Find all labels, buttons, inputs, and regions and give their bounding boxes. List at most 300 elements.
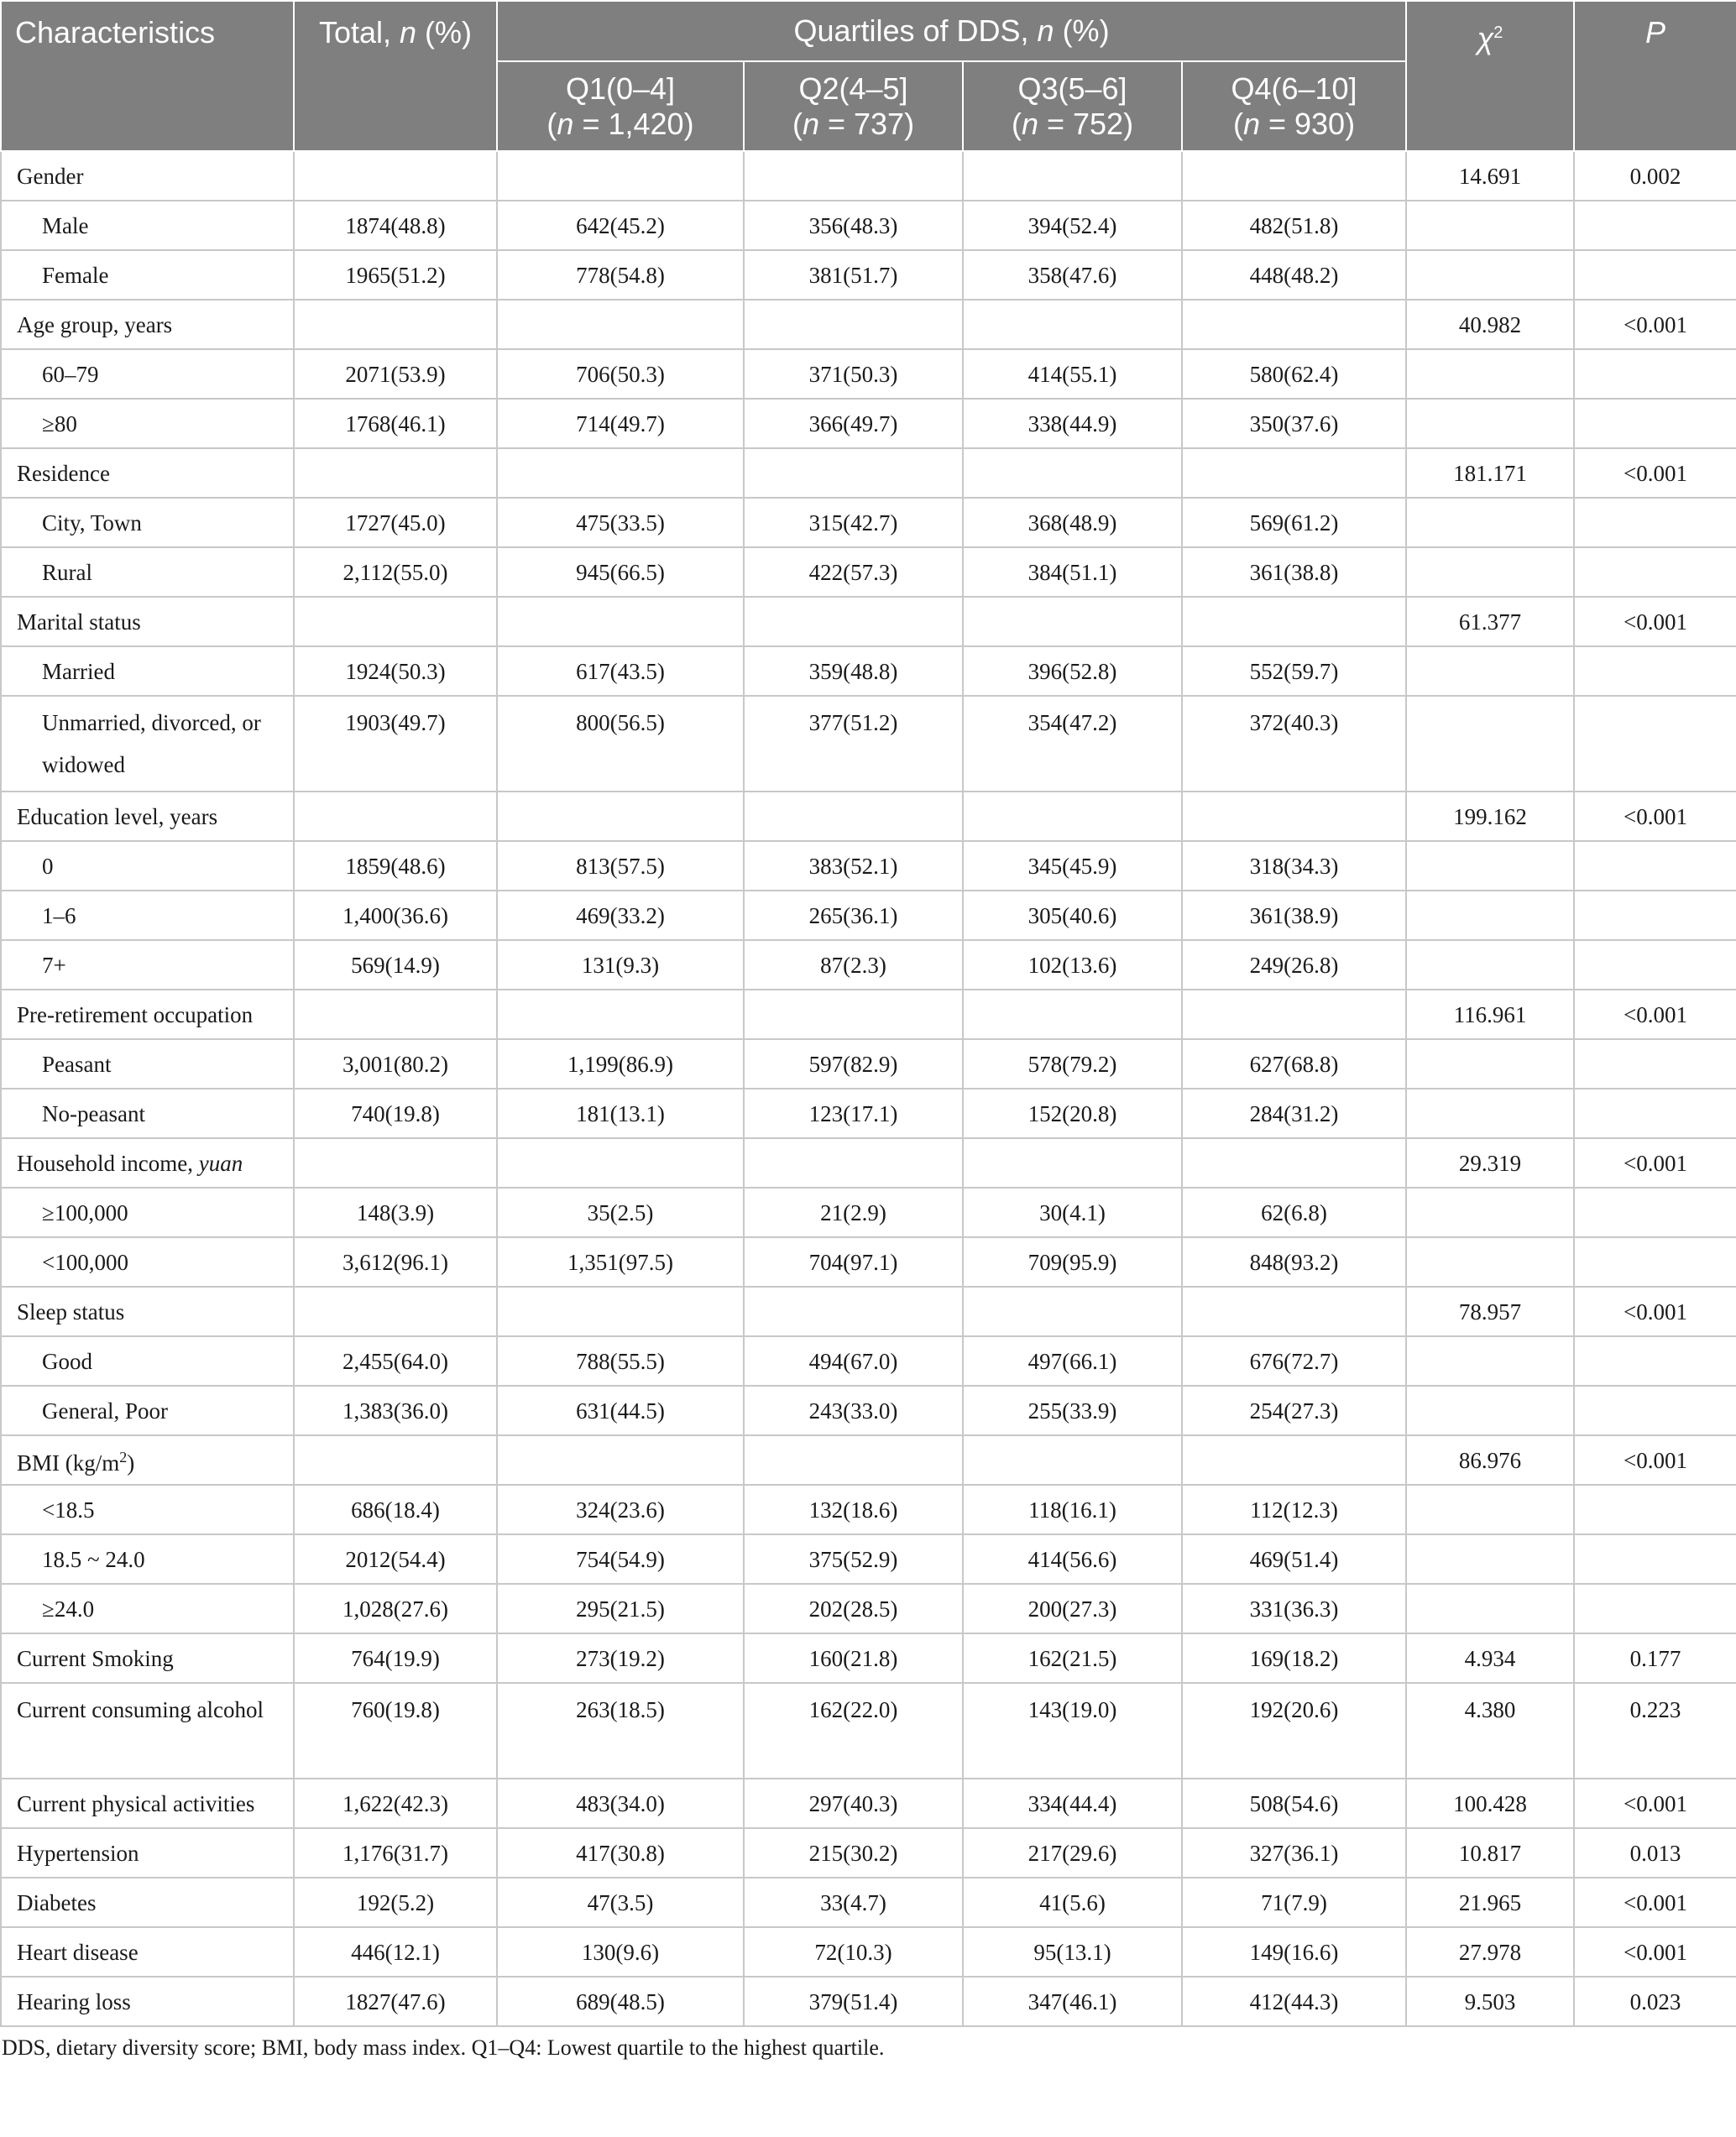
cell-chi: [1406, 940, 1574, 990]
table-row: [1, 151, 1736, 201]
cell-p: 0.023: [1574, 1977, 1736, 2026]
cell-chi: [1406, 1534, 1574, 1584]
cell-q4: [1182, 792, 1406, 841]
cell-q2: 160(21.8): [744, 1633, 963, 1683]
row-label: Peasant: [1, 1039, 294, 1089]
cell-q1: 1,351(97.5): [497, 1237, 744, 1287]
cell-q2: 375(52.9): [744, 1534, 963, 1584]
row-label: Age group, years: [1, 300, 294, 349]
cell-q4: 318(34.3): [1182, 841, 1406, 891]
table-row: [1, 990, 1736, 1039]
row-label: Married: [1, 646, 294, 696]
cell-q4: 569(61.2): [1182, 498, 1406, 547]
cell-p: 0.013: [1574, 1828, 1736, 1878]
cell-q3: 358(47.6): [963, 250, 1182, 300]
cell-q1: 800(56.5): [497, 696, 744, 792]
header-q1: Q1(0–4] (n = 1,420): [497, 61, 744, 151]
cell-total: 1768(46.1): [294, 399, 497, 448]
cell-q2: 297(40.3): [744, 1779, 963, 1828]
cell-q3: [963, 597, 1182, 646]
cell-chi: [1406, 1237, 1574, 1287]
cell-q3: [963, 448, 1182, 498]
cell-q2: [744, 1138, 963, 1188]
cell-p: 0.177: [1574, 1633, 1736, 1683]
cell-q4: 331(36.3): [1182, 1584, 1406, 1633]
cell-q1: 689(48.5): [497, 1977, 744, 2026]
cell-q4: 448(48.2): [1182, 250, 1406, 300]
cell-chi: [1406, 498, 1574, 547]
cell-q2: [744, 597, 963, 646]
cell-q1: 131(9.3): [497, 940, 744, 990]
cell-q3: 152(20.8): [963, 1089, 1182, 1138]
cell-q4: [1182, 448, 1406, 498]
table-row: [1, 1927, 1736, 1977]
cell-q4: 508(54.6): [1182, 1779, 1406, 1828]
header-characteristics: Characteristics: [1, 1, 294, 151]
table-row: [1, 1534, 1736, 1584]
row-label: Sleep status: [1, 1287, 294, 1336]
table-row: [1, 1584, 1736, 1633]
cell-q4: 327(36.1): [1182, 1828, 1406, 1878]
cell-p: <0.001: [1574, 300, 1736, 349]
table-row: [1, 547, 1736, 597]
cell-q4: 71(7.9): [1182, 1878, 1406, 1927]
cell-q1: [497, 1138, 744, 1188]
cell-chi: [1406, 841, 1574, 891]
cell-q4: 112(12.3): [1182, 1485, 1406, 1534]
cell-chi: [1406, 399, 1574, 448]
cell-total: 1859(48.6): [294, 841, 497, 891]
row-label: Unmarried, divorced, or widowed: [1, 696, 294, 792]
cell-q4: 361(38.8): [1182, 547, 1406, 597]
cell-chi: [1406, 547, 1574, 597]
table-row: [1, 201, 1736, 250]
row-label: Hearing loss: [1, 1977, 294, 2026]
cell-chi: 61.377: [1406, 597, 1574, 646]
table-row: [1, 1188, 1736, 1237]
cell-total: 2,112(55.0): [294, 547, 497, 597]
cell-chi: [1406, 1386, 1574, 1435]
cell-q4: 254(27.3): [1182, 1386, 1406, 1435]
row-label: ≥100,000: [1, 1188, 294, 1237]
table-row: [1, 1237, 1736, 1287]
cell-q2: [744, 1435, 963, 1485]
cell-p: <0.001: [1574, 1287, 1736, 1336]
cell-q2: 356(48.3): [744, 201, 963, 250]
cell-q2: 132(18.6): [744, 1485, 963, 1534]
cell-q3: 414(55.1): [963, 349, 1182, 399]
cell-q1: 706(50.3): [497, 349, 744, 399]
table-row: [1, 1878, 1736, 1927]
cell-chi: 29.319: [1406, 1138, 1574, 1188]
table-row: [1, 792, 1736, 841]
cell-q1: 778(54.8): [497, 250, 744, 300]
cell-q2: 265(36.1): [744, 891, 963, 940]
cell-p: [1574, 1336, 1736, 1386]
table-row: [1, 1779, 1736, 1828]
cell-q1: 945(66.5): [497, 547, 744, 597]
cell-p: [1574, 1534, 1736, 1584]
cell-q4: [1182, 300, 1406, 349]
cell-q1: [497, 597, 744, 646]
cell-total: [294, 1287, 497, 1336]
row-label: Rural: [1, 547, 294, 597]
cell-q2: 162(22.0): [744, 1683, 963, 1779]
cell-q1: 617(43.5): [497, 646, 744, 696]
cell-q3: 709(95.9): [963, 1237, 1182, 1287]
table-body: [1, 151, 1736, 2026]
cell-q4: [1182, 151, 1406, 201]
row-label: <100,000: [1, 1237, 294, 1287]
cell-p: <0.001: [1574, 1927, 1736, 1977]
cell-chi: 40.982: [1406, 300, 1574, 349]
cell-q3: [963, 1435, 1182, 1485]
cell-p: [1574, 201, 1736, 250]
cell-p: <0.001: [1574, 1779, 1736, 1828]
cell-chi: 86.976: [1406, 1435, 1574, 1485]
cell-q4: [1182, 1435, 1406, 1485]
cell-chi: 4.934: [1406, 1633, 1574, 1683]
cell-total: 1,028(27.6): [294, 1584, 497, 1633]
cell-q3: [963, 792, 1182, 841]
cell-chi: 78.957: [1406, 1287, 1574, 1336]
cell-q3: 578(79.2): [963, 1039, 1182, 1089]
row-label: General, Poor: [1, 1386, 294, 1435]
row-label: Household income, yuan: [1, 1138, 294, 1188]
cell-q2: [744, 990, 963, 1039]
cell-q4: 848(93.2): [1182, 1237, 1406, 1287]
cell-total: 3,612(96.1): [294, 1237, 497, 1287]
cell-p: 0.223: [1574, 1683, 1736, 1779]
row-label: Residence: [1, 448, 294, 498]
cell-p: [1574, 940, 1736, 990]
cell-total: 569(14.9): [294, 940, 497, 990]
cell-q3: 200(27.3): [963, 1584, 1182, 1633]
cell-q4: 676(72.7): [1182, 1336, 1406, 1386]
cell-total: 764(19.9): [294, 1633, 497, 1683]
cell-total: 686(18.4): [294, 1485, 497, 1534]
cell-q2: 359(48.8): [744, 646, 963, 696]
cell-q4: 580(62.4): [1182, 349, 1406, 399]
header-chi-square: $\chi^2$: [1406, 1, 1574, 151]
cell-chi: 199.162: [1406, 792, 1574, 841]
cell-p: [1574, 1089, 1736, 1138]
cell-total: [294, 792, 497, 841]
cell-q2: 366(49.7): [744, 399, 963, 448]
cell-q3: 338(44.9): [963, 399, 1182, 448]
table-row: [1, 1633, 1736, 1683]
cell-q1: [497, 792, 744, 841]
cell-p: [1574, 1039, 1736, 1089]
row-label: <18.5: [1, 1485, 294, 1534]
cell-q1: 483(34.0): [497, 1779, 744, 1828]
row-label: Current physical activities: [1, 1779, 294, 1828]
cell-total: 2012(54.4): [294, 1534, 497, 1584]
cell-q4: 412(44.3): [1182, 1977, 1406, 2026]
cell-q4: 284(31.2): [1182, 1089, 1406, 1138]
cell-p: <0.001: [1574, 990, 1736, 1039]
cell-total: 1,383(36.0): [294, 1386, 497, 1435]
cell-total: 192(5.2): [294, 1878, 497, 1927]
cell-chi: 100.428: [1406, 1779, 1574, 1828]
cell-total: 740(19.8): [294, 1089, 497, 1138]
cell-q3: [963, 300, 1182, 349]
cell-q4: 482(51.8): [1182, 201, 1406, 250]
table-row: [1, 1485, 1736, 1534]
cell-q2: 494(67.0): [744, 1336, 963, 1386]
table-header: [1, 1, 1736, 151]
cell-p: [1574, 1386, 1736, 1435]
cell-q1: 35(2.5): [497, 1188, 744, 1237]
table-row: [1, 448, 1736, 498]
cell-total: [294, 300, 497, 349]
cell-q4: 372(40.3): [1182, 696, 1406, 792]
table-row: [1, 1089, 1736, 1138]
row-label: Heart disease: [1, 1927, 294, 1977]
cell-chi: [1406, 1039, 1574, 1089]
cell-chi: [1406, 349, 1574, 399]
cell-p: [1574, 1237, 1736, 1287]
cell-q4: [1182, 990, 1406, 1039]
cell-q2: 383(52.1): [744, 841, 963, 891]
cell-chi: [1406, 696, 1574, 792]
cell-q3: [963, 1138, 1182, 1188]
cell-q2: 422(57.3): [744, 547, 963, 597]
cell-total: 1727(45.0): [294, 498, 497, 547]
cell-q4: 469(51.4): [1182, 1534, 1406, 1584]
cell-q2: 123(17.1): [744, 1089, 963, 1138]
row-label: Pre-retirement occupation: [1, 990, 294, 1039]
cell-q2: [744, 1287, 963, 1336]
cell-q2: 243(33.0): [744, 1386, 963, 1435]
cell-p: [1574, 1584, 1736, 1633]
table-row: [1, 250, 1736, 300]
cell-q1: [497, 1435, 744, 1485]
cell-q4: 249(26.8): [1182, 940, 1406, 990]
cell-total: [294, 990, 497, 1039]
cell-q3: 162(21.5): [963, 1633, 1182, 1683]
cell-p: [1574, 349, 1736, 399]
cell-total: 1827(47.6): [294, 1977, 497, 2026]
cell-p: <0.001: [1574, 1435, 1736, 1485]
cell-q1: 475(33.5): [497, 498, 744, 547]
cell-q4: 192(20.6): [1182, 1683, 1406, 1779]
table-row: [1, 1435, 1736, 1485]
cell-total: 1924(50.3): [294, 646, 497, 696]
cell-chi: 14.691: [1406, 151, 1574, 201]
cell-p: [1574, 646, 1736, 696]
table-row: [1, 1287, 1736, 1336]
cell-chi: 4.380: [1406, 1683, 1574, 1779]
cell-p: [1574, 498, 1736, 547]
cell-q2: 215(30.2): [744, 1828, 963, 1878]
cell-total: [294, 448, 497, 498]
row-label: Male: [1, 201, 294, 250]
cell-q1: 469(33.2): [497, 891, 744, 940]
cell-total: 1965(51.2): [294, 250, 497, 300]
cell-q4: [1182, 597, 1406, 646]
cell-q1: 47(3.5): [497, 1878, 744, 1927]
cell-q1: 263(18.5): [497, 1683, 744, 1779]
cell-q3: 143(19.0): [963, 1683, 1182, 1779]
cell-q4: 627(68.8): [1182, 1039, 1406, 1089]
table-row: [1, 646, 1736, 696]
table-row: [1, 1336, 1736, 1386]
cell-q3: 334(44.4): [963, 1779, 1182, 1828]
cell-chi: 27.978: [1406, 1927, 1574, 1977]
cell-q2: 381(51.7): [744, 250, 963, 300]
table-row: [1, 1138, 1736, 1188]
cell-chi: [1406, 646, 1574, 696]
cell-q2: [744, 792, 963, 841]
table-row: [1, 300, 1736, 349]
cell-q1: 295(21.5): [497, 1584, 744, 1633]
table-row: [1, 1828, 1736, 1878]
table-row: [1, 597, 1736, 646]
cell-q3: 497(66.1): [963, 1336, 1182, 1386]
cell-q1: [497, 300, 744, 349]
cell-q3: 345(45.9): [963, 841, 1182, 891]
cell-p: [1574, 1188, 1736, 1237]
header-p-value: P: [1574, 1, 1736, 151]
header-q4: Q4(6–10] (n = 930): [1182, 61, 1406, 151]
cell-q2: 21(2.9): [744, 1188, 963, 1237]
cell-q4: 169(18.2): [1182, 1633, 1406, 1683]
cell-q1: 1,199(86.9): [497, 1039, 744, 1089]
cell-q2: 72(10.3): [744, 1927, 963, 1977]
cell-p: [1574, 841, 1736, 891]
header-q2: Q2(4–5] (n = 737): [744, 61, 963, 151]
cell-chi: [1406, 201, 1574, 250]
table-row: [1, 1683, 1736, 1779]
cell-q1: 181(13.1): [497, 1089, 744, 1138]
cell-q1: [497, 151, 744, 201]
row-label: Hypertension: [1, 1828, 294, 1878]
cell-q1: 324(23.6): [497, 1485, 744, 1534]
cell-p: [1574, 891, 1736, 940]
row-label: Diabetes: [1, 1878, 294, 1927]
cell-total: 3,001(80.2): [294, 1039, 497, 1089]
cell-q3: 95(13.1): [963, 1927, 1182, 1977]
cell-q1: [497, 448, 744, 498]
table-footnote: DDS, dietary diversity score; BMI, body mass index. Q1–Q4: Lowest quartile to the highest quartile.: [2, 2035, 885, 2060]
cell-q2: [744, 151, 963, 201]
cell-q1: 130(9.6): [497, 1927, 744, 1977]
cell-q3: 347(46.1): [963, 1977, 1182, 2026]
row-label: BMI $(kg/m^2)$: [1, 1435, 294, 1485]
cell-q3: 305(40.6): [963, 891, 1182, 940]
cell-q3: [963, 990, 1182, 1039]
cell-p: <0.001: [1574, 448, 1736, 498]
cell-chi: [1406, 1584, 1574, 1633]
cell-chi: [1406, 250, 1574, 300]
cell-p: [1574, 1485, 1736, 1534]
cell-chi: [1406, 891, 1574, 940]
cell-p: <0.001: [1574, 1878, 1736, 1927]
cell-q3: 255(33.9): [963, 1386, 1182, 1435]
cell-q3: 118(16.1): [963, 1485, 1182, 1534]
cell-q1: [497, 1287, 744, 1336]
row-label: Female: [1, 250, 294, 300]
cell-q4: 361(38.9): [1182, 891, 1406, 940]
cell-p: [1574, 696, 1736, 792]
cell-q2: 87(2.3): [744, 940, 963, 990]
cell-q1: [497, 990, 744, 1039]
cell-chi: 21.965: [1406, 1878, 1574, 1927]
row-label: ≥24.0: [1, 1584, 294, 1633]
cell-q1: 631(44.5): [497, 1386, 744, 1435]
cell-p: 0.002: [1574, 151, 1736, 201]
cell-chi: 10.817: [1406, 1828, 1574, 1878]
cell-q4: 350(37.6): [1182, 399, 1406, 448]
cell-q2: 33(4.7): [744, 1878, 963, 1927]
table-row: [1, 399, 1736, 448]
table-row: [1, 841, 1736, 891]
cell-q3: 354(47.2): [963, 696, 1182, 792]
row-label: No-peasant: [1, 1089, 294, 1138]
row-label: Current consuming alcohol: [1, 1683, 294, 1779]
row-label: 7+: [1, 940, 294, 990]
row-label: 0: [1, 841, 294, 891]
cell-chi: 116.961: [1406, 990, 1574, 1039]
cell-q3: 394(52.4): [963, 201, 1182, 250]
cell-total: [294, 151, 497, 201]
table-row: [1, 349, 1736, 399]
cell-q2: 315(42.7): [744, 498, 963, 547]
cell-p: [1574, 547, 1736, 597]
cell-p: <0.001: [1574, 792, 1736, 841]
cell-q2: 371(50.3): [744, 349, 963, 399]
row-label: Marital status: [1, 597, 294, 646]
cell-q2: 377(51.2): [744, 696, 963, 792]
row-label: Gender: [1, 151, 294, 201]
cell-total: 760(19.8): [294, 1683, 497, 1779]
cell-chi: 9.503: [1406, 1977, 1574, 2026]
table-row: [1, 498, 1736, 547]
cell-chi: [1406, 1336, 1574, 1386]
cell-p: [1574, 250, 1736, 300]
row-label: 18.5 ~ 24.0: [1, 1534, 294, 1584]
cell-q1: 273(19.2): [497, 1633, 744, 1683]
cell-q3: 41(5.6): [963, 1878, 1182, 1927]
cell-total: 2071(53.9): [294, 349, 497, 399]
row-label: Good: [1, 1336, 294, 1386]
table-row: [1, 891, 1736, 940]
cell-total: 1874(48.8): [294, 201, 497, 250]
cell-q3: 368(48.9): [963, 498, 1182, 547]
cell-q2: [744, 300, 963, 349]
row-label: 1–6: [1, 891, 294, 940]
table-row: [1, 1386, 1736, 1435]
row-label: 60–79: [1, 349, 294, 399]
cell-p: <0.001: [1574, 1138, 1736, 1188]
cell-q3: 102(13.6): [963, 940, 1182, 990]
cell-total: 1,400(36.6): [294, 891, 497, 940]
header-total: Total, n (%): [294, 1, 497, 151]
cell-total: 446(12.1): [294, 1927, 497, 1977]
header-q3: Q3(5–6] (n = 752): [963, 61, 1182, 151]
cell-q4: 62(6.8): [1182, 1188, 1406, 1237]
cell-q1: 417(30.8): [497, 1828, 744, 1878]
cell-q4: 552(59.7): [1182, 646, 1406, 696]
row-label: Current Smoking: [1, 1633, 294, 1683]
cell-q2: 202(28.5): [744, 1584, 963, 1633]
cell-chi: [1406, 1089, 1574, 1138]
cell-q4: [1182, 1287, 1406, 1336]
cell-total: [294, 1435, 497, 1485]
header-quartiles: Quartiles of DDS, n (%): [497, 1, 1406, 61]
cell-total: [294, 597, 497, 646]
